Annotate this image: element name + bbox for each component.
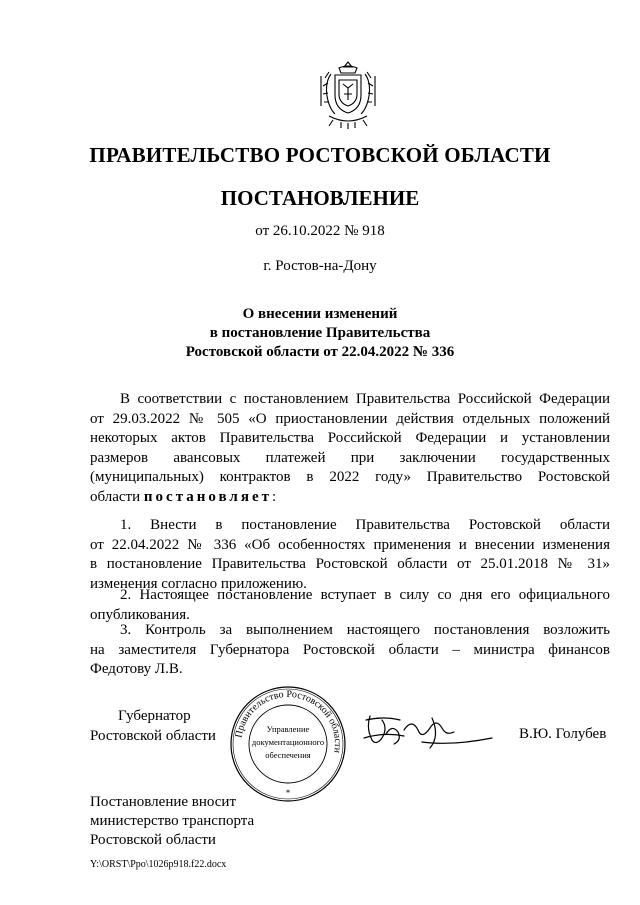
item-3-line: Федотову Л.В. [90, 661, 183, 677]
org-name: ПРАВИТЕЛЬСТВО РОСТОВСКОЙ ОБЛАСТИ [89, 143, 551, 167]
item-2-paragraph [90, 586, 610, 625]
stamp-inner-line: документационного [251, 737, 325, 747]
stamp-inner-line: Управление [266, 724, 310, 734]
submitter-line: министерство транспорта [90, 813, 255, 829]
item-1-line: изменения согласно приложению. [90, 575, 307, 592]
signatory-position [90, 706, 216, 746]
item-1-line: от 22.04.2022 № 336 «Об особенностях применения и внесении изменения [90, 536, 610, 553]
doc-date-number: от 26.10.2022 № 918 [255, 223, 385, 239]
signatory-position-line2: Ростовской области [90, 728, 216, 744]
item-3-line: на заместителя Губернатора Ростовской области – министра финансов [90, 641, 610, 658]
item-3-paragraph [90, 621, 610, 680]
stamp-outer-text: Правительство Ростовской области [233, 688, 344, 754]
decree-word: постановляет [143, 488, 272, 505]
doc-title-line: в постановление Правительства [209, 325, 431, 341]
item-2-line: 2. Настоящее постановление вступает в силу со дня его официального [120, 587, 610, 603]
item-3-line: 3. Контроль за выполнением настоящего постановления возложить [120, 622, 610, 638]
signatory-name: В.Ю. Голубев [519, 726, 607, 742]
submitter-line: Ростовской области [90, 832, 216, 848]
file-path: Y:\ORST\Ppo\1026p918.f22.docx [90, 859, 227, 870]
preamble-line: от 29.03.2022 № 505 «О приостановлении действия отдельных положений [90, 410, 610, 427]
submitter-block [90, 793, 254, 850]
preamble-end: : [272, 488, 277, 505]
handwritten-signature [362, 712, 497, 752]
item-2-line: опубликования. [90, 606, 190, 623]
doc-title-line: Ростовской области от 22.04.2022 № 336 [185, 344, 455, 360]
preamble-paragraph [90, 390, 610, 507]
preamble-line: В соответствии с постановлением Правительства Российской Федерации [120, 391, 610, 407]
preamble-line: размеров авансовых платежей при заключении государственных [90, 449, 610, 466]
preamble-last-line [90, 488, 610, 508]
official-stamp [229, 685, 347, 803]
item-1-paragraph [90, 516, 610, 594]
preamble-last-prefix: области [90, 488, 141, 505]
stamp-inner-line: обеспечения [265, 750, 311, 760]
item-1-line: в постановление Правительства Ростовской области от 25.01.2018 № 31» [90, 556, 610, 572]
item-1-line: 1. Внести в постановление Правительства Ростовской области [120, 517, 610, 533]
coat-of-arms-emblem [313, 58, 383, 130]
doc-title [0, 305, 640, 362]
doc-title-line: О внесении изменений [242, 306, 398, 322]
doc-place: г. Ростов-на-Дону [263, 258, 377, 274]
doc-type: ПОСТАНОВЛЕНИЕ [220, 186, 420, 210]
preamble-line: (муниципальных) контрактов в 2022 году» Правительство Ростовской [90, 469, 610, 485]
stamp-star-icon: * [285, 788, 291, 798]
preamble-line: некоторых актов Правительства Российской Федерации и установлении [90, 430, 610, 446]
signatory-position-line1: Губернатор [118, 708, 191, 724]
submitter-line: Постановление вносит [90, 794, 237, 810]
